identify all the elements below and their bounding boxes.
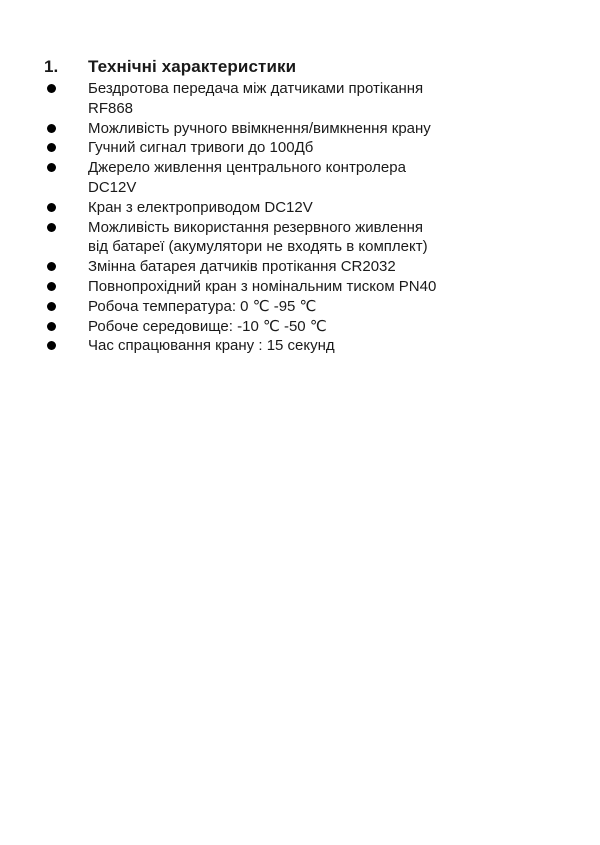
spec-item-valve-drive (44, 198, 564, 218)
spec-item-operating-environment (44, 317, 564, 337)
bullet-icon (47, 262, 56, 271)
section-title: Технічні характеристики (88, 57, 297, 76)
spec-text: Бездротова передача між датчиками протікання RF868 (88, 80, 424, 117)
bullet-icon (47, 203, 56, 212)
spec-text: Кран з електроприводом DC12V (88, 198, 313, 216)
spec-item-response-time (44, 336, 564, 356)
bullet-icon (47, 163, 56, 172)
bullet-icon (47, 84, 56, 93)
bullet-icon (47, 322, 56, 331)
bullet-icon (47, 282, 56, 291)
spec-text: Джерело живлення центрального контролера DC12V (88, 159, 406, 196)
spec-item-alarm (44, 138, 564, 158)
spec-item-operating-temperature (44, 297, 564, 317)
bullet-icon (47, 143, 56, 152)
bullet-icon (47, 124, 56, 133)
spec-item-sensor-battery (44, 257, 564, 277)
spec-item-power-supply (44, 158, 564, 198)
spec-list (44, 79, 564, 356)
section-heading (44, 56, 296, 78)
section-number: 1. (44, 57, 59, 76)
spec-text: Змінна батарея датчиків протікання CR2032 (88, 258, 396, 276)
spec-text: Гучний сигнал тривоги до 100Дб (88, 139, 314, 157)
bullet-icon (47, 223, 56, 232)
spec-item-wireless (44, 79, 564, 119)
spec-text: Можливість використання резервного живлення від батареї (акумулятори не входять в комплект) (88, 218, 428, 256)
spec-item-backup-power (44, 218, 564, 258)
bullet-icon (47, 302, 56, 311)
spec-item-manual-control (44, 119, 564, 139)
spec-text: Час спрацювання крану : 15 секунд (88, 337, 335, 355)
spec-item-valve-pressure (44, 277, 564, 297)
spec-text: Можливість ручного ввімкнення/вимкнення крану (88, 119, 431, 137)
bullet-icon (47, 341, 56, 350)
spec-text: Робоче середовище: -10 ℃ -50 ℃ (88, 317, 327, 335)
spec-text: Повнопрохідний кран з номінальним тиском PN40 (88, 277, 437, 295)
spec-text: Робоча температура: 0 ℃ -95 ℃ (88, 297, 317, 315)
